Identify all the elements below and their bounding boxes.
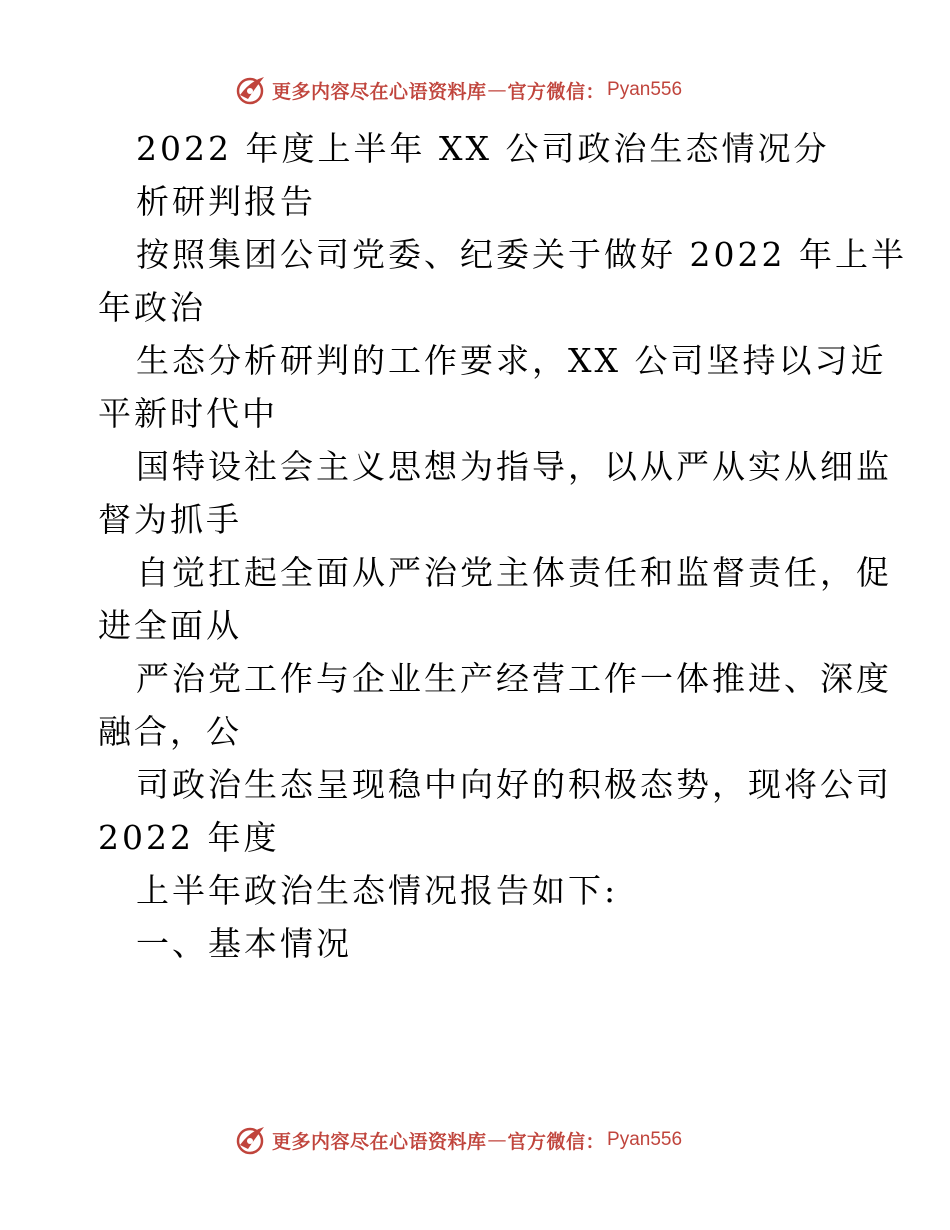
pen-logo-icon [234,73,268,107]
paragraph-line: 严治党工作与企业生产经营工作一体推进、深度 [136,659,892,698]
watermark-label: 官方微信： [507,80,606,103]
title-line-2: 析研判报告 [136,182,316,221]
paragraph-line: 年政治 [98,288,206,327]
watermark-separator: — [487,1129,507,1151]
paragraph-line: 融合，公 [98,712,242,751]
title-line-1: 2022 年度上半年 XX 公司政治生态情况分 [136,129,830,168]
watermark-text: 更多内容尽在心语资料库 [272,1130,487,1153]
watermark-id: Pyan556 [607,1129,683,1150]
watermark-separator: — [487,79,507,101]
paragraph-line: 进全面从 [98,606,242,645]
watermark-header [234,70,682,110]
section-heading: 一、基本情况 [136,924,352,963]
paragraph-line: 按照集团公司党委、纪委关于做好 2022 年上半 [136,235,907,274]
watermark-text: 更多内容尽在心语资料库 [272,80,487,103]
watermark-id: Pyan556 [607,79,683,100]
paragraph-line: 司政治生态呈现稳中向好的积极态势，现将公司 [136,765,892,804]
paragraph-line: 生态分析研判的工作要求，XX 公司坚持以习近 [136,341,887,380]
watermark-label: 官方微信： [507,1130,606,1153]
paragraph-line: 上半年政治生态情况报告如下: [136,871,619,910]
pen-logo-icon [234,1123,268,1157]
document-body [98,122,907,970]
paragraph-line: 平新时代中 [98,394,278,433]
paragraph-line: 自觉扛起全面从严治党主体责任和监督责任，促 [136,553,892,592]
watermark-footer [234,1120,682,1160]
paragraph-line: 2022 年度 [98,818,280,857]
paragraph-line: 国特设社会主义思想为指导，以从严从实从细监 [136,447,892,486]
paragraph-line: 督为抓手 [98,500,242,539]
